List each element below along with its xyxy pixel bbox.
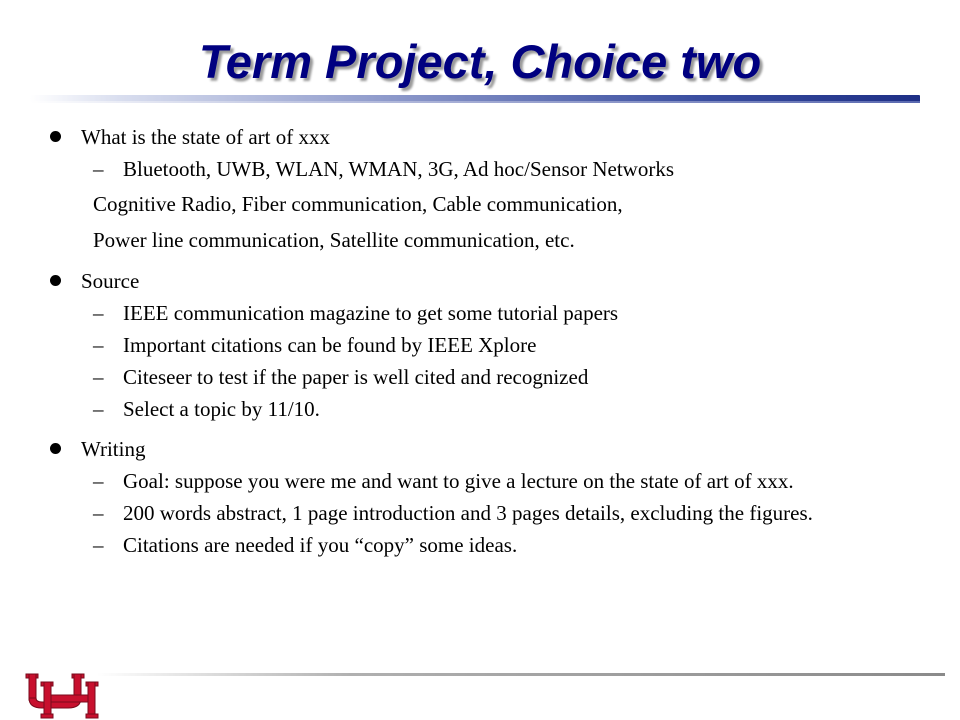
- sub-item-text: 200 words abstract, 1 page introduction and 3 pages details, excluding the figures.: [123, 501, 813, 525]
- bullet-label: Writing: [81, 437, 146, 461]
- sub-item-text: Important citations can be found by IEEE Xplore: [123, 333, 537, 357]
- continuation-line: Power line communication, Satellite communication, etc.: [93, 228, 575, 252]
- sub-item-text: Citations are needed if you “copy” some ideas.: [123, 533, 518, 557]
- dash-marker: –: [93, 333, 104, 357]
- bullet-dot-icon: [50, 275, 61, 286]
- sub-item: [48, 394, 918, 426]
- dash-marker: –: [93, 533, 104, 557]
- bullet-source: [48, 264, 918, 298]
- slide-content: [48, 120, 918, 562]
- sub-item: [48, 330, 918, 362]
- sub-item: [48, 530, 918, 562]
- sub-item: [48, 298, 918, 330]
- uh-logo-icon: [24, 668, 100, 720]
- sub-item-text: Select a topic by 11/10.: [123, 397, 320, 421]
- continuation-line: Cognitive Radio, Fiber communication, Cable communication,: [93, 192, 623, 216]
- bullet-label: Source: [81, 269, 140, 293]
- sub-item-text: Bluetooth, UWB, WLAN, WMAN, 3G, Ad hoc/Sensor Networks: [123, 157, 675, 181]
- dash-marker: –: [93, 397, 104, 421]
- bullet-label: What is the state of art of xxx: [81, 125, 331, 149]
- slide-title: Term Project, Choice two: [198, 35, 762, 88]
- footer-rule: [97, 673, 945, 676]
- bullet-state-of-art: [48, 120, 918, 154]
- dash-marker: –: [93, 501, 104, 525]
- dash-marker: –: [93, 157, 104, 181]
- sub-item-text: IEEE communication magazine to get some tutorial papers: [123, 301, 619, 325]
- sub-item-text: Goal: suppose you were me and want to give a lecture on the state of art of xxx.: [123, 469, 794, 493]
- bullet-writing: [48, 432, 918, 466]
- dash-marker: –: [93, 301, 104, 325]
- sub-item: [48, 154, 918, 186]
- bullet-dot-icon: [50, 131, 61, 142]
- dash-marker: –: [93, 469, 104, 493]
- sub-item-text: Citeseer to test if the paper is well cited and recognized: [123, 365, 589, 389]
- sub-item: [48, 466, 918, 498]
- bullet-dot-icon: [50, 443, 61, 454]
- dash-marker: –: [93, 365, 104, 389]
- title-underline: [30, 95, 920, 103]
- sub-item: [48, 498, 918, 530]
- sub-item: [48, 362, 918, 394]
